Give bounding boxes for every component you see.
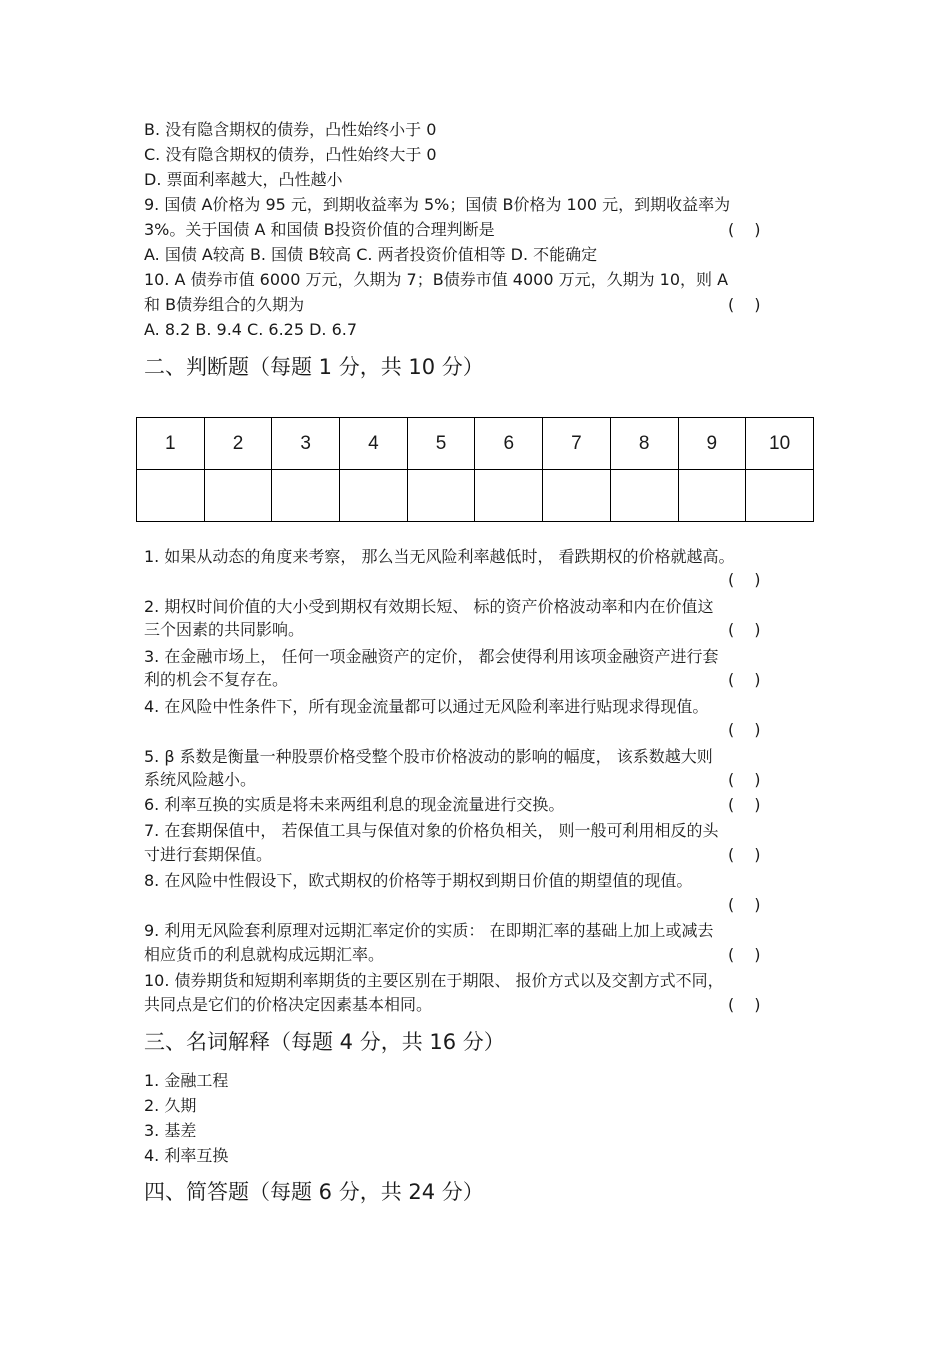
tf-q2-line2: 三个因素的共同影响。	[144, 620, 305, 639]
grid-header-cell: 5	[407, 418, 475, 470]
grid-header-cell: 3	[272, 418, 340, 470]
answer-grid-header-row	[137, 418, 814, 470]
grid-header-cell: 4	[340, 418, 408, 470]
q10-stem-line1: 10. A 债券市值 6000 万元，久期为 7；B债券市值 4000 万元，久期为 10，则 A	[144, 270, 729, 289]
term-item-4: 4. 利率互换	[144, 1146, 229, 1165]
grid-answer-cell[interactable]	[475, 470, 543, 522]
q9-stem-line2: 3%。关于国债 A 和国债 B投资价值的合理判断是	[144, 220, 495, 239]
section4-title: 四、简答题（每题 6 分，共 24 分）	[144, 1180, 484, 1204]
tf-q10-paren: ()	[728, 995, 781, 1014]
grid-header-cell: 1	[137, 418, 205, 470]
grid-header-cell: 6	[475, 418, 543, 470]
term-item-3: 3. 基差	[144, 1121, 197, 1140]
grid-header-cell: 9	[678, 418, 746, 470]
tf-q1-paren: ()	[728, 570, 781, 589]
grid-answer-cell[interactable]	[407, 470, 475, 522]
tf-q10-line1: 10. 债券期货和短期利率期货的主要区别在于期限、 报价方式以及交割方式不同，	[144, 971, 724, 990]
tf-q2-line1: 2. 期权时间价值的大小受到期权有效期长短、 标的资产价格波动率和内在价值这	[144, 597, 714, 616]
grid-answer-cell[interactable]	[543, 470, 611, 522]
section2-title: 二、判断题（每题 1 分，共 10 分）	[144, 355, 484, 379]
tf-q8: 8. 在风险中性假设下，欧式期权的价格等于期权到期日价值的期望值的现值。	[144, 871, 693, 890]
answer-grid-blank-row	[137, 470, 814, 522]
grid-answer-cell[interactable]	[272, 470, 340, 522]
term-item-1: 1. 金融工程	[144, 1071, 229, 1090]
grid-header-cell: 8	[610, 418, 678, 470]
tf-q5-line2: 系统风险越小。	[144, 770, 257, 789]
q8-option-b: B. 没有隐含期权的债券，凸性始终小于 0	[144, 120, 437, 139]
grid-header-cell: 10	[746, 418, 814, 470]
q9-stem-line1: 9. 国债 A价格为 95 元，到期收益率为 5%；国债 B价格为 100 元，到期收益率为	[144, 195, 731, 214]
tf-q7-line2: 寸进行套期保值。	[144, 845, 273, 864]
tf-q2-paren: ()	[728, 620, 781, 639]
q10-stem-line2: 和 B债券组合的久期为	[144, 295, 305, 314]
q10-options: A. 8.2 B. 9.4 C. 6.25 D. 6.7	[144, 320, 358, 339]
tf-q9-line1: 9. 利用无风险套利原理对远期汇率定价的实质： 在即期汇率的基础上加上或减去	[144, 921, 714, 940]
tf-q4-paren: ()	[728, 720, 781, 739]
tf-q9-line2: 相应货币的利息就构成远期汇率。	[144, 945, 385, 964]
answer-grid	[136, 417, 814, 522]
term-item-2: 2. 久期	[144, 1096, 197, 1115]
tf-q7-line1: 7. 在套期保值中， 若保值工具与保值对象的价格负相关， 则一般可利用相反的头	[144, 821, 719, 840]
tf-q9-paren: ()	[728, 945, 781, 964]
q9-answer-paren: ()	[728, 220, 781, 239]
grid-answer-cell[interactable]	[204, 470, 272, 522]
tf-q1: 1. 如果从动态的角度来考察， 那么当无风险利率越低时， 看跌期权的价格就越高。	[144, 547, 735, 566]
tf-q5-line1: 5. β 系数是衡量一种股票价格受整个股市价格波动的影响的幅度， 该系数越大则	[144, 747, 713, 766]
q10-answer-paren: ()	[728, 295, 781, 314]
tf-q6-paren: ()	[728, 795, 781, 814]
tf-q3-line1: 3. 在金融市场上， 任何一项金融资产的定价， 都会使得利用该项金融资产进行套	[144, 647, 719, 666]
tf-q10-line2: 共同点是它们的价格决定因素基本相同。	[144, 995, 433, 1014]
grid-answer-cell[interactable]	[137, 470, 205, 522]
tf-q6: 6. 利率互换的实质是将未来两组利息的现金流量进行交换。	[144, 795, 565, 814]
tf-q3-line2: 利的机会不复存在。	[144, 670, 289, 689]
grid-header-cell: 7	[543, 418, 611, 470]
tf-q5-paren: ()	[728, 770, 781, 789]
tf-q8-paren: ()	[728, 895, 781, 914]
grid-answer-cell[interactable]	[746, 470, 814, 522]
grid-header-cell: 2	[204, 418, 272, 470]
q9-options: A. 国债 A较高 B. 国债 B较高 C. 两者投资价值相等 D. 不能确定	[144, 245, 598, 264]
tf-q4: 4. 在风险中性条件下，所有现金流量都可以通过无风险利率进行贴现求得现值。	[144, 697, 709, 716]
grid-answer-cell[interactable]	[678, 470, 746, 522]
q8-option-d: D. 票面利率越大，凸性越小	[144, 170, 343, 189]
grid-answer-cell[interactable]	[610, 470, 678, 522]
tf-q7-paren: ()	[728, 845, 781, 864]
grid-answer-cell[interactable]	[340, 470, 408, 522]
section3-title: 三、名词解释（每题 4 分，共 16 分）	[144, 1030, 505, 1054]
q8-option-c: C. 没有隐含期权的债券，凸性始终大于 0	[144, 145, 437, 164]
tf-q3-paren: ()	[728, 670, 781, 689]
